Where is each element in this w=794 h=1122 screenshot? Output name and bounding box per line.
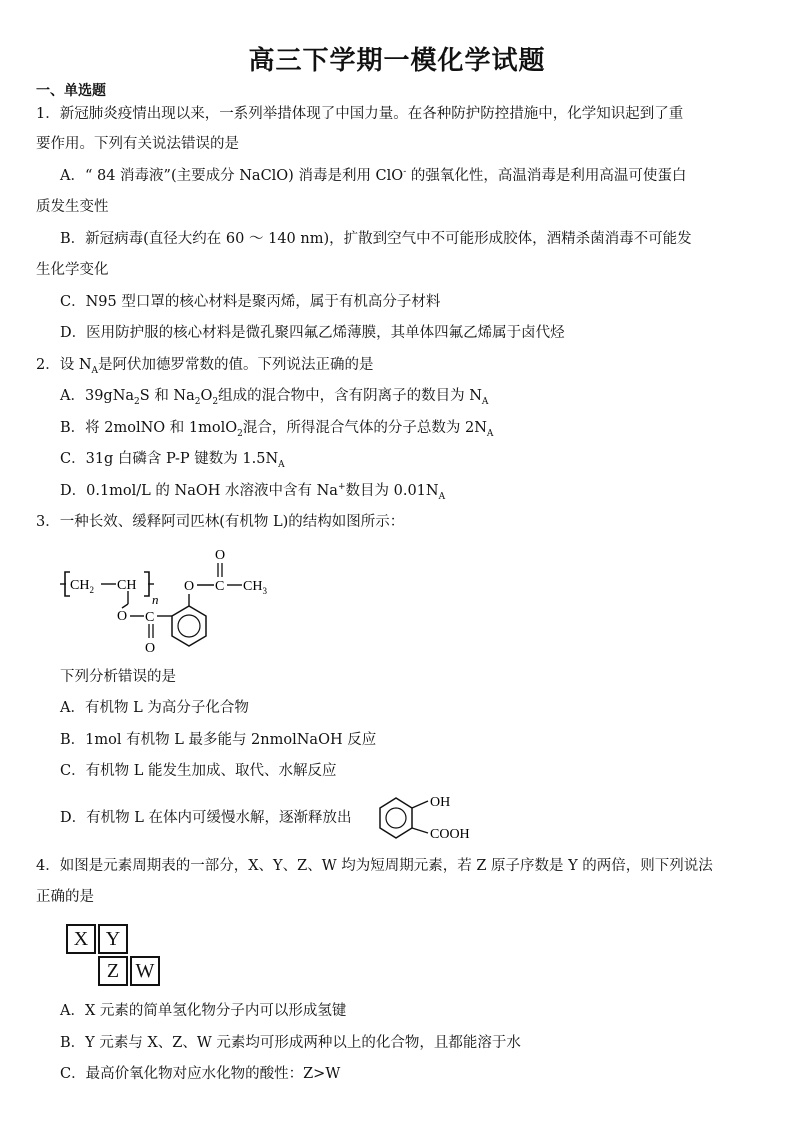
q1-option-b-line1: B．新冠病毒(直径大约在 60 ～ 140 nm)，扩散到空气中不可能形成胶体，酒精杀菌消毒不可能发 bbox=[60, 231, 692, 247]
ch2-label: $CH_2$ bbox=[70, 578, 94, 595]
acetyl-carbonyl-o-label: O bbox=[215, 548, 226, 563]
periodic-cell-y: Y bbox=[98, 924, 128, 954]
salicylic-acid-structure bbox=[370, 790, 490, 846]
ch3-label: $CH_3$ bbox=[243, 579, 267, 596]
carbonyl-o-label: O bbox=[145, 641, 156, 656]
q2-option-b: B．将 2molNO 和 1molO$_2$混合，所得混合气体的分子总数为 $2N_A$ bbox=[60, 420, 494, 439]
acetyl-c-label: C bbox=[215, 579, 225, 594]
q3-option-d: D．有机物 L 在体内可缓慢水解，逐渐释放出 bbox=[60, 810, 352, 826]
q2-option-d: D．0.1mol/L 的 NaOH 水溶液中含有 Na+数目为 $0.01N_A$ bbox=[60, 482, 446, 502]
q4-option-a: A．X 元素的简单氢化物分子内可以形成氢键 bbox=[60, 1003, 347, 1019]
q1-stem-line2: 要作用。下列有关说法错误的是 bbox=[36, 136, 239, 152]
oh-label: OH bbox=[430, 795, 451, 810]
q4-stem-line2: 正确的是 bbox=[36, 889, 94, 905]
aspirin-polymer-structure bbox=[56, 544, 286, 664]
q1-option-a-line2: 质发生变性 bbox=[36, 199, 109, 215]
cooh-label: COOH bbox=[430, 827, 470, 842]
q4-stem-line1: 4．如图是元素周期表的一部分，X、Y、Z、W 均为短周期元素，若 Z 原子序数是 Y 的两倍，则下列说法 bbox=[36, 858, 713, 874]
q1-stem-line1: 1．新冠肺炎疫情出现以来，一系列举措体现了中国力量。在各种防护防控措施中，化学知识起到了重 bbox=[36, 106, 684, 122]
q1-option-d: D．医用防护服的核心材料是微孔聚四氟乙烯薄膜，其单体四氟乙烯属于卤代烃 bbox=[60, 325, 565, 341]
ester-c-label: C bbox=[145, 610, 155, 625]
q3-sub-stem: 下列分析错误的是 bbox=[60, 669, 176, 685]
q4-option-c: C．最高价氧化物对应水化物的酸性：Z>W bbox=[60, 1066, 341, 1082]
q3-option-c: C．有机物 L 能发生加成、取代、水解反应 bbox=[60, 763, 337, 779]
q1-option-b-line2: 生化学变化 bbox=[36, 262, 109, 278]
page-title: 高三下学期一模化学试题 bbox=[248, 46, 546, 76]
q3-option-a: A．有机物 L 为高分子化合物 bbox=[60, 700, 249, 716]
polymer-n-label: n bbox=[152, 592, 159, 607]
q1-option-a-line1: A．“ 84 消毒液”(主要成分 NaClO) 消毒是利用 ClO- 的强氧化性，高温消毒是利用高温可使蛋白 bbox=[60, 167, 687, 184]
section-heading: 一、单选题 bbox=[36, 83, 106, 99]
q2-option-c: C．31g 白磷含 P-P 键数为 $1.5N_A$ bbox=[60, 451, 285, 470]
periodic-cell-x: X bbox=[66, 924, 96, 954]
q3-stem: 3．一种长效、缓释阿司匹林(有机物 L)的结构如图所示： bbox=[36, 514, 405, 530]
ester-o-label: O bbox=[117, 609, 128, 624]
q1-option-c: C．N95 型口罩的核心材料是聚丙烯，属于有机高分子材料 bbox=[60, 294, 441, 310]
q3-option-b: B．1mol 有机物 L 最多能与 2nmolNaOH 反应 bbox=[60, 732, 377, 748]
q2-stem: 2．设 $N_A$是阿伏加德罗常数的值。下列说法正确的是 bbox=[36, 357, 374, 376]
ch-label: CH bbox=[117, 578, 137, 593]
q2-option-a: A．39gNa$_2$S 和 $Na_2O_2$组成的混合物中，含有阴离子的数目为 $N_A$ bbox=[60, 388, 489, 407]
periodic-cell-w: W bbox=[130, 956, 160, 986]
periodic-cell-z: Z bbox=[98, 956, 128, 986]
acetyl-o-label: O bbox=[184, 579, 195, 594]
q4-option-b: B．Y 元素与 X、Z、W 元素均可形成两种以上的化合物，且都能溶于水 bbox=[60, 1035, 521, 1051]
